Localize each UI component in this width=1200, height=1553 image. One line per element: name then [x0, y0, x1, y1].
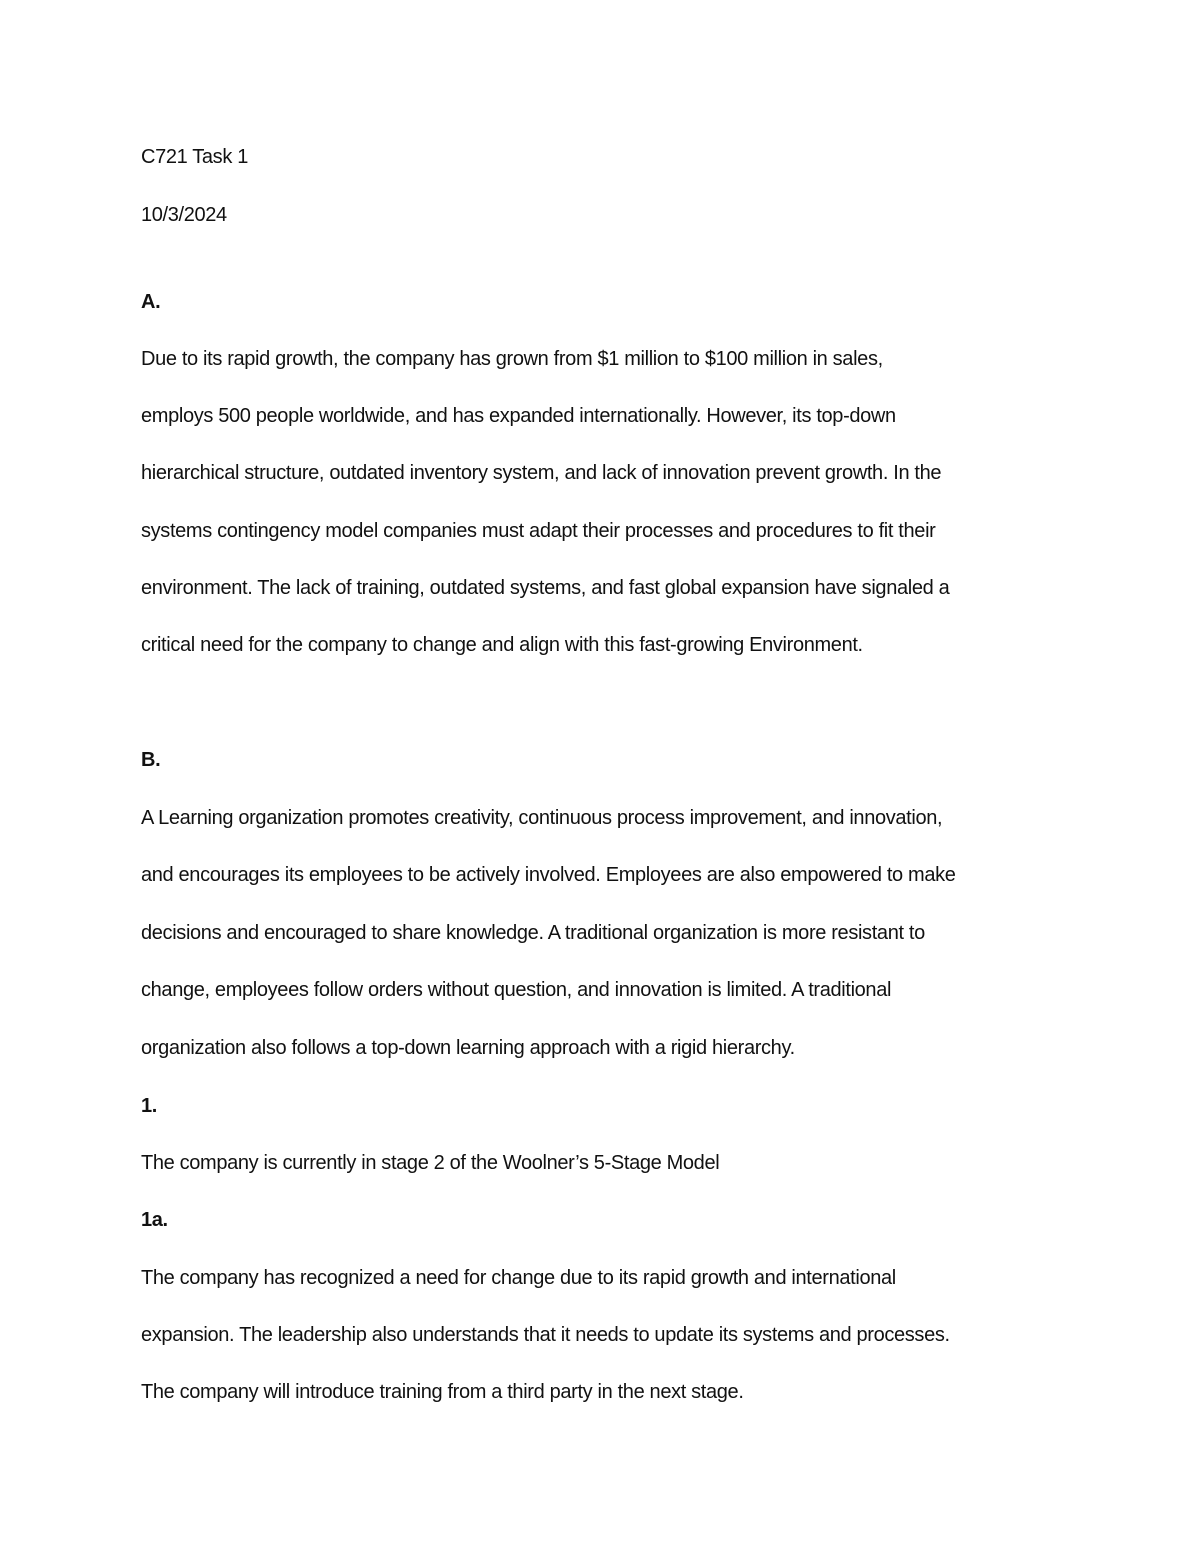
section-1a-line: The company will introduce training from a third party in the next stage.: [141, 1381, 744, 1403]
section-1a-line: The company has recognized a need for change due to its rapid growth and international: [141, 1267, 896, 1289]
section-1a-heading: 1a.: [141, 1209, 168, 1231]
section-a-line: critical need for the company to change and align with this fast-growing Environment.: [141, 634, 863, 656]
section-b-line: A Learning organization promotes creativity, continuous process improvement, and innovation,: [141, 807, 943, 829]
section-1-heading: 1.: [141, 1095, 157, 1117]
section-b-line: change, employees follow orders without question, and innovation is limited. A traditional: [141, 979, 892, 1001]
section-b-line: organization also follows a top-down learning approach with a rigid hierarchy.: [141, 1037, 795, 1059]
section-a-line: employs 500 people worldwide, and has expanded internationally. However, its top-down: [141, 405, 896, 427]
section-1a-line: expansion. The leadership also understands that it needs to update its systems and processes.: [141, 1324, 950, 1346]
section-a-heading: A.: [141, 291, 161, 313]
document-title: C721 Task 1: [141, 146, 248, 168]
section-a-line: systems contingency model companies must adapt their processes and procedures to fit their: [141, 520, 936, 542]
section-b-line: and encourages its employees to be actively involved. Employees are also empowered to make: [141, 864, 956, 886]
section-a-line: hierarchical structure, outdated inventory system, and lack of innovation prevent growth. In the: [141, 462, 942, 484]
section-b-heading: B.: [141, 749, 161, 771]
section-a-line: Due to its rapid growth, the company has grown from $1 million to $100 million in sales,: [141, 348, 883, 370]
document-date: 10/3/2024: [141, 204, 227, 226]
section-1-line: The company is currently in stage 2 of the Woolner’s 5-Stage Model: [141, 1152, 720, 1174]
section-a-line: environment. The lack of training, outdated systems, and fast global expansion have signaled a: [141, 577, 950, 599]
section-b-line: decisions and encouraged to share knowledge. A traditional organization is more resistant to: [141, 922, 925, 944]
